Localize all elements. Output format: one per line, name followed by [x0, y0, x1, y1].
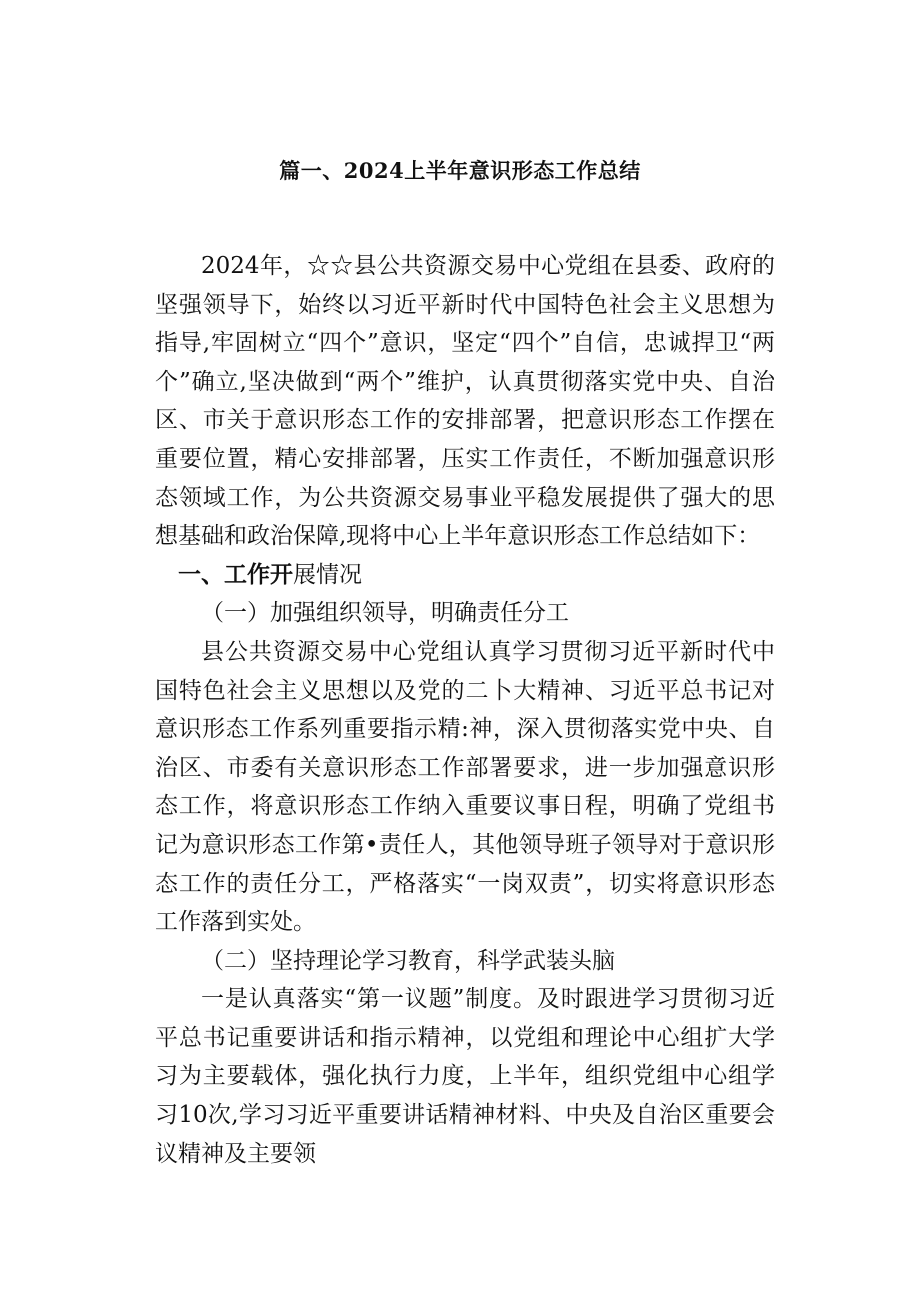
subsection-heading-2: （二）坚持理论学习教育，科学武装头脑: [201, 947, 615, 974]
subsection-2-paragraph: 一是认真落实“第一议题”制度。及时跟进学习贯彻习近平总书记重要讲话和指示精神，以党组和理论中心组扩大学习为主要载体，强化执行力度，上半年，组织党组中心组学习10次,学习习近平重要讲话精神材料、中央及自治区重要会议精神及主要领: [155, 986, 775, 1167]
document-body: [155, 247, 775, 1173]
document-title: 篇一、2024上半年意识形态工作总结: [279, 158, 641, 183]
section-heading-1-bold: 一、工作开: [178, 560, 293, 588]
intro-paragraph: 2024年，☆☆县公共资源交易中心党组在县委、政府的坚强领导下，始终以习近平新时代中国特色社会主义思想为指导,牢固树立“四个”意识，坚定“四个”自信，忠诚捍卫“两个”确立,坚决做到“两个”维护，认真贯彻落实党中央、自治区、市关于意识形态工作的安排部署，把意识形态工作摆在重要位置，精心安排部署，压实工作责任，不断加强意识形态领域工作，为公共资源交易事业平稳发展提供了强大的思想基础和政治保障,现将中心上半年意识形态工作总结如下：: [155, 253, 775, 550]
section-heading-1: [155, 556, 775, 595]
section-heading-1-rest: 展情况: [293, 561, 362, 588]
subsection-heading-1: （一）加强组织领导，明确责任分工: [201, 600, 569, 627]
subsection-1-paragraph: 县公共资源交易中心党组认真学习贯彻习近平新时代中国特色社会主义思想以及党的二卜大精神、习近平总书记对意识形态工作系列重要指示精:神，深入贯彻落实党中央、自治区、市委有关意识形态工作部署要求，进一步加强意识形态工作，将意识形态工作纳入重要议事日程，明确了党组书记为意识形态工作第•责任人，其他领导班子领导对于意识形态工作的责任分工，严格落实“一岗双责”，切实将意识形态工作落到实处。: [155, 638, 775, 936]
